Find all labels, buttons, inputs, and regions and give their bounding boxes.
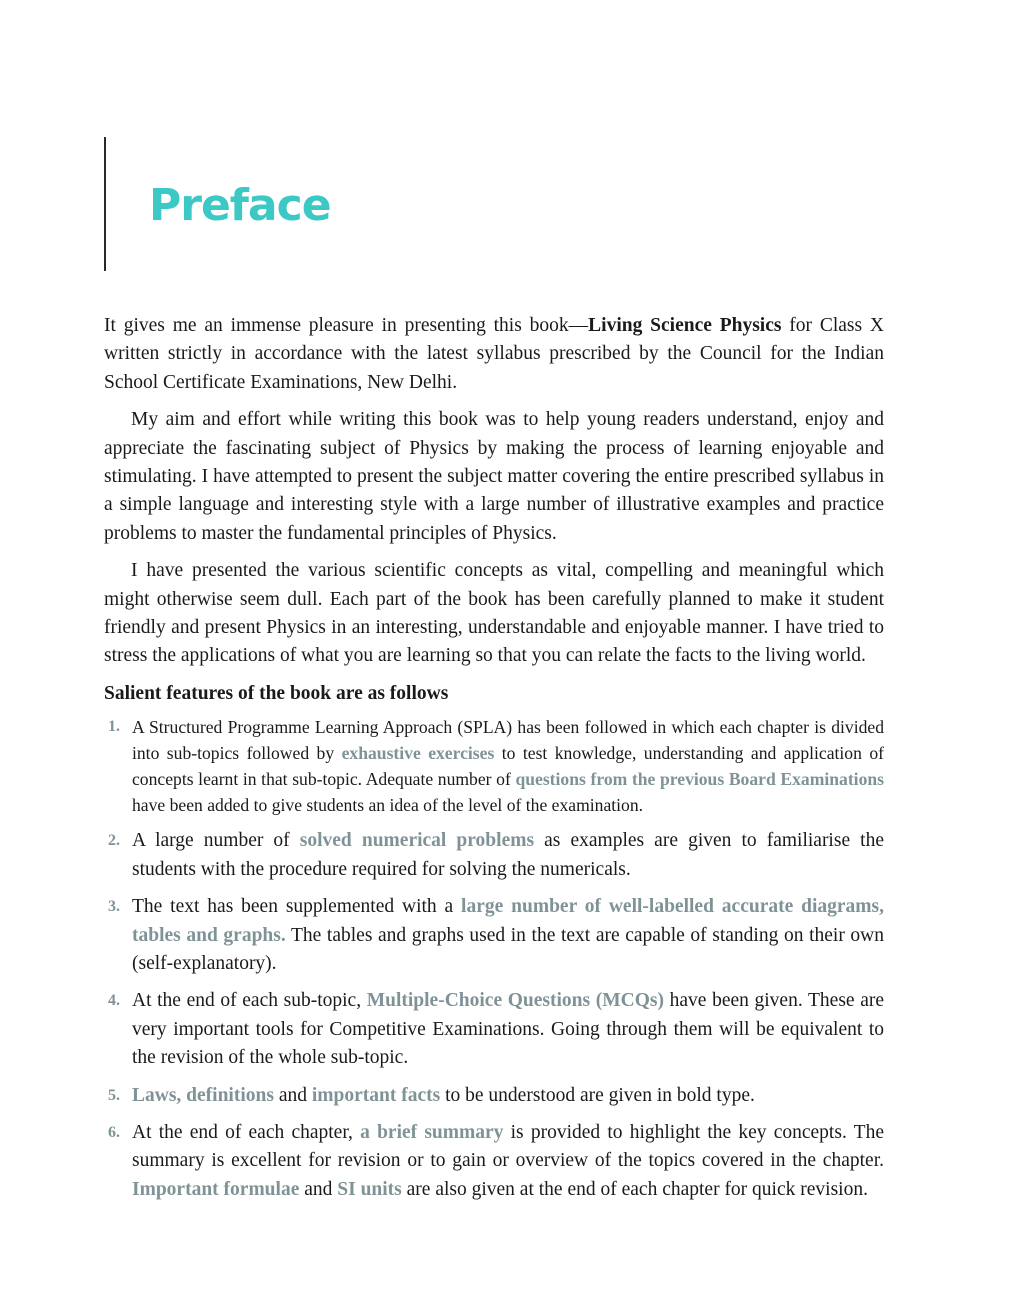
feature-highlight: Laws, definitions (132, 1084, 274, 1106)
feature-highlight: SI units (337, 1178, 402, 1200)
feature-item-4 (104, 987, 884, 1072)
feature-text: have been given. These are very important tools for Competitive Examinations. Going through them will be equivalent to the revision of the whole sub-topic. (132, 990, 884, 1069)
feature-highlight: solved numerical problems (299, 830, 535, 852)
feature-number: 2. (108, 832, 120, 850)
feature-text: are also given at the end of each chapter for quick revision. (401, 1178, 868, 1200)
features-heading: Salient features of the book are as follows (104, 682, 449, 704)
intro-p1-text-a: It gives me an immense pleasure in presenting this book— (104, 315, 589, 336)
feature-text: The tables and graphs used in the text are capable of standing on their own (self-explanatory). (132, 924, 885, 974)
feature-text: to be understood are given in bold type. (440, 1084, 755, 1106)
feature-item-5 (104, 1082, 884, 1110)
feature-text: to test knowledge, understanding and application of concepts learnt in that sub-topic. Adequate number of (132, 743, 884, 790)
feature-text: A large number of (132, 830, 300, 852)
preface-body (104, 312, 884, 1213)
feature-text: A Structured Programme Learning Approach (SPLA) has been followed in which each chapter is divided into sub-topics followed by (132, 717, 884, 764)
intro-p1-text-b: for Class X written strictly in accordance with the latest syllabus prescribed by the Council for the Indian School Certificate Examinations, New Delhi. (104, 315, 885, 393)
feature-text: At the end of each sub-topic, (132, 990, 367, 1012)
title-rule (104, 137, 106, 271)
feature-number: 3. (108, 898, 120, 916)
feature-highlight: exhaustive exercises (341, 743, 495, 764)
feature-text: is provided to highlight the key concepts. The summary is excellent for revision or to gain or overview of the topics covered in the chapter. (132, 1121, 884, 1172)
feature-highlight: Important formulae (132, 1178, 300, 1200)
intro-paragraph-3: I have presented the various scientific concepts as vital, compelling and meaningful which might otherwise seem dull. Each part of the book has been carefully planned to make it student friendly and present Physics in an interesting, understandable and enjoyable manner. I have tried to stress the applications of what you are learning so that you can relate the facts to the living world. (104, 560, 884, 667)
feature-number: 6. (108, 1123, 120, 1141)
feature-highlight: important facts (311, 1084, 441, 1106)
feature-text: The text has been supplemented with a (132, 896, 462, 918)
feature-number: 5. (108, 1086, 120, 1104)
feature-highlight: a brief summary (360, 1121, 504, 1143)
feature-item-2 (104, 827, 884, 884)
intro-paragraph-2: My aim and effort while writing this book was to help young readers understand, enjoy and appreciate the fascinating subject of Physics by making the process of learning enjoyable and stimulating. I have attempted to present the subject matter covering the entire prescribed syllabus in a simple language and interesting style with a large number of illustrative examples and practice problems to master the fundamental principles of Physics. (104, 409, 884, 544)
feature-text: and (273, 1084, 312, 1106)
feature-highlight: questions from the previous Board Examinations (515, 769, 884, 790)
feature-item-1 (104, 714, 884, 818)
feature-item-3 (104, 893, 884, 978)
feature-highlight: large number of well-labelled accurate diagrams, tables and graphs. (132, 896, 884, 946)
feature-text: At the end of each chapter, (132, 1121, 361, 1143)
page-title: Preface (149, 180, 331, 231)
intro-paragraph-1 (104, 312, 884, 397)
feature-number: 1. (108, 718, 120, 736)
book-title: Living Science Physics (588, 315, 782, 336)
feature-highlight: Multiple-Choice Questions (MCQs) (366, 990, 664, 1012)
feature-number: 4. (108, 992, 120, 1010)
feature-text: and (299, 1178, 338, 1200)
features-list (104, 714, 884, 1204)
feature-text: have been added to give students an idea of the level of the examination. (132, 795, 644, 816)
feature-item-6 (104, 1119, 884, 1204)
feature-text: as examples are given to familiarise the students with the procedure required for solving the numericals. (132, 830, 884, 880)
